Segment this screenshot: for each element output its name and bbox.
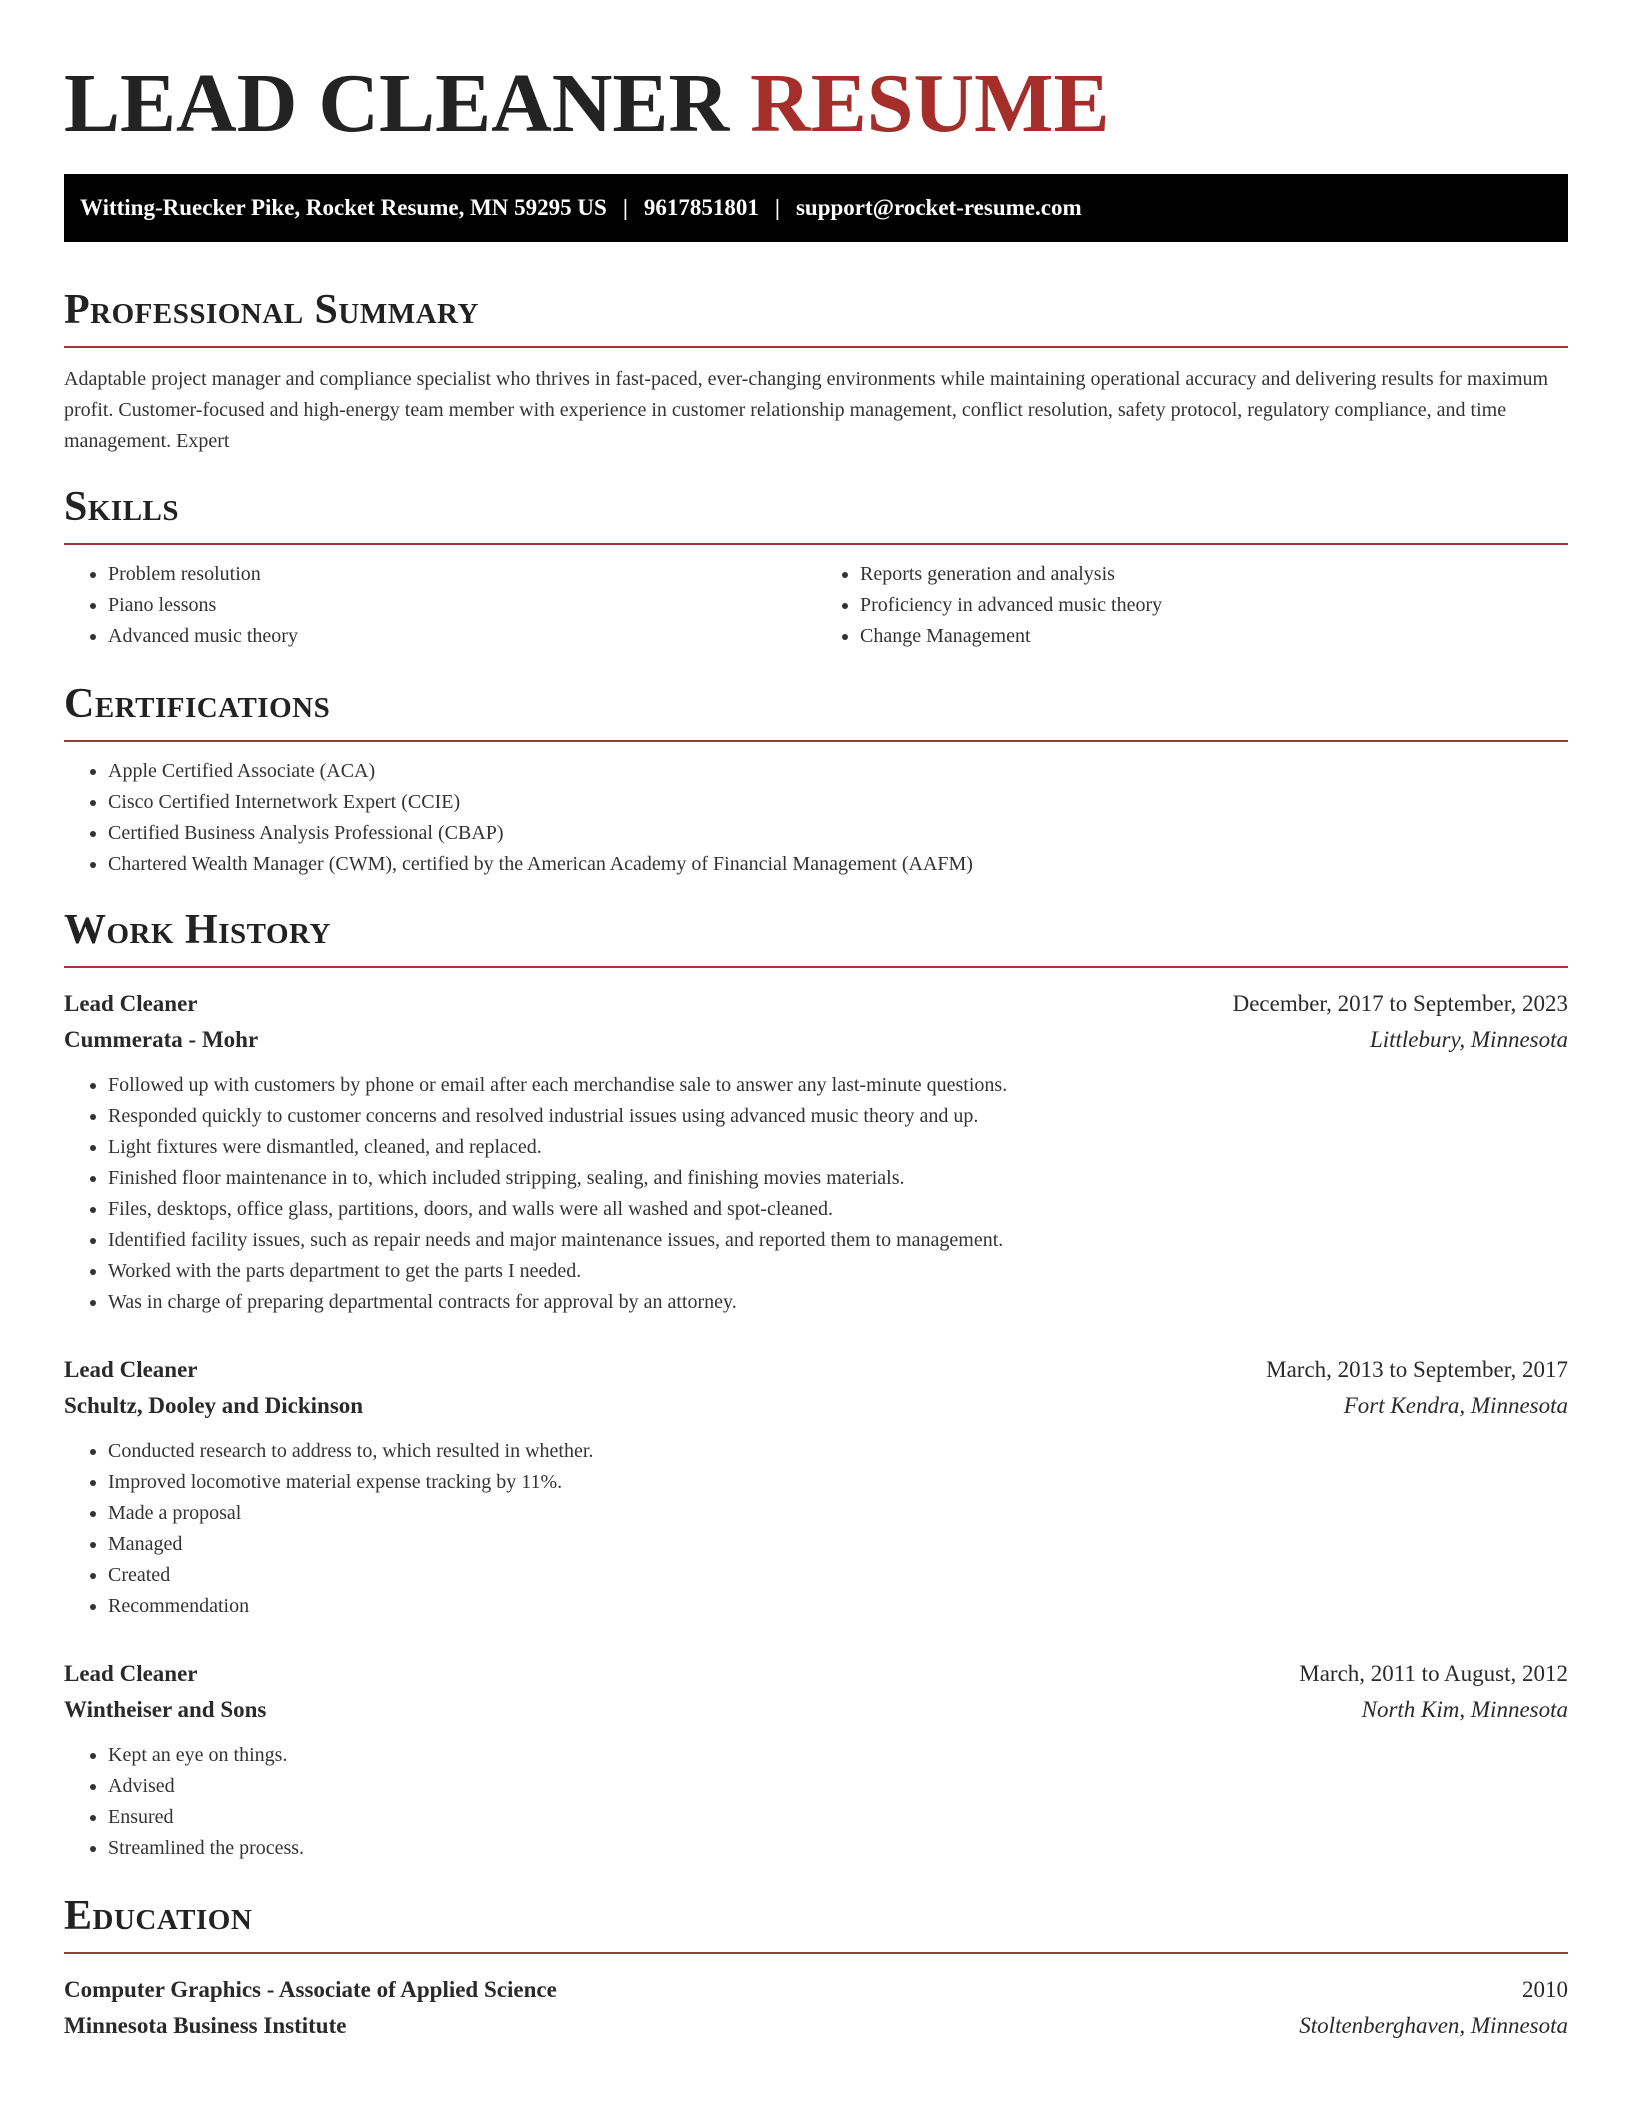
job-dates: March, 2011 to August, 2012 [1299, 1661, 1568, 1686]
job-location: Fort Kendra, Minnesota [1343, 1393, 1568, 1418]
job-entry [64, 1352, 1568, 1622]
job-company-row [64, 1022, 1568, 1058]
job-bullet: • Kept an eye on things. [108, 1740, 1568, 1771]
job-company: Cummerata - Mohr [64, 1027, 259, 1052]
education-location: Stoltenberghaven, Minnesota [1299, 2013, 1568, 2038]
job-bullet: • Light fixtures were dismantled, cleaned, and replaced. [108, 1132, 1568, 1163]
job-bullet: • Finished floor maintenance in to, which included stripping, sealing, and finishing movies materials. [108, 1163, 1568, 1194]
education-school-row [64, 2008, 1568, 2044]
contact-email[interactable]: support@rocket-resume.com [795, 195, 1082, 220]
job-bullet: • Managed [108, 1529, 1568, 1560]
title-accent: RESUME [750, 57, 1110, 150]
skill-item: • Advanced music theory [108, 621, 816, 652]
education-degree-row [64, 1972, 1568, 2008]
job-bullet: • Was in charge of preparing departmental contracts for approval by an attorney. [108, 1287, 1568, 1318]
job-title-row [64, 1656, 1568, 1692]
job-bullet: • Responded quickly to customer concerns and resolved industrial issues using advanced music theory and up. [108, 1101, 1568, 1132]
skill-item: • Proficiency in advanced music theory [860, 590, 1568, 621]
job-company: Schultz, Dooley and Dickinson [64, 1393, 364, 1418]
summary-heading: Professional Summary [64, 286, 1568, 348]
job-bullet: • Streamlined the process. [108, 1833, 1568, 1864]
job-location: Littlebury, Minnesota [1369, 1027, 1568, 1052]
job-company: Wintheiser and Sons [64, 1697, 267, 1722]
job-bullet: • Advised [108, 1771, 1568, 1802]
job-title: Lead Cleaner [64, 1357, 198, 1382]
certification-item: • Cisco Certified Internetwork Expert (CCIE) [108, 787, 1568, 818]
contact-address: Witting-Ruecker Pike, Rocket Resume, MN 59295 US [80, 195, 607, 220]
certifications-heading: Certifications [64, 680, 1568, 742]
job-bullet: • Followed up with customers by phone or email after each merchandise sale to answer any last-minute questions. [108, 1070, 1568, 1101]
work-history-section [64, 906, 1568, 1864]
job-bullet: • Worked with the parts department to get the parts I needed. [108, 1256, 1568, 1287]
certifications-list [64, 756, 1568, 880]
skills-list-left [64, 559, 816, 652]
job-dates: December, 2017 to September, 2023 [1232, 991, 1568, 1016]
education-school: Minnesota Business Institute [64, 2013, 347, 2038]
summary-text: Adaptable project manager and compliance specialist who thrives in fast-paced, ever-changing environments while maintaining operational accuracy and delivering results for maximum profit. Customer-focused and high-energy team member with experience in customer relationship management, conflict resolution, safety protocol, regulatory compliance, and time management. Expert [64, 368, 1549, 452]
skills-section [64, 483, 1568, 652]
education-degree: Computer Graphics - Associate of Applied Science [64, 1977, 557, 2002]
job-entry [64, 986, 1568, 1318]
job-bullet: • Made a proposal [108, 1498, 1568, 1529]
certification-item: • Certified Business Analysis Professional (CBAP) [108, 818, 1568, 849]
skills-grid [64, 545, 1568, 652]
contact-phone: 9617851801 [643, 195, 759, 220]
skill-item: • Problem resolution [108, 559, 816, 590]
job-bullets [64, 1070, 1568, 1318]
job-bullet: • Files, desktops, office glass, partitions, doors, and walls were all washed and spot-cleaned. [108, 1194, 1568, 1225]
job-bullet: • Improved locomotive material expense tracking by 11%. [108, 1467, 1568, 1498]
education-year: 2010 [1522, 1977, 1568, 2002]
education-section [64, 1892, 1568, 2044]
job-bullets [64, 1740, 1568, 1864]
job-entry [64, 1656, 1568, 1864]
job-bullet: • Conducted research to address to, which resulted in whether. [108, 1436, 1568, 1467]
title-main: LEAD CLEANER [64, 57, 730, 150]
contact-separator: | [774, 195, 780, 220]
contact-separator: | [622, 195, 628, 220]
job-bullet: • Recommendation [108, 1591, 1568, 1622]
job-dates: March, 2013 to September, 2017 [1266, 1357, 1568, 1382]
job-bullet: • Ensured [108, 1802, 1568, 1833]
education-heading: Education [64, 1892, 1568, 1954]
job-title-row [64, 1352, 1568, 1388]
skill-item: • Reports generation and analysis [860, 559, 1568, 590]
job-bullets [64, 1436, 1568, 1622]
resume-title [64, 0, 1568, 150]
education-entry [64, 1972, 1568, 2044]
job-bullet: • Identified facility issues, such as repair needs and major maintenance issues, and reported them to management. [108, 1225, 1568, 1256]
job-company-row [64, 1388, 1568, 1424]
skills-heading: Skills [64, 483, 1568, 545]
skills-list-right [816, 559, 1568, 652]
job-bullet: • Created [108, 1560, 1568, 1591]
job-company-row [64, 1692, 1568, 1728]
job-title-row [64, 986, 1568, 1022]
skill-item: • Piano lessons [108, 590, 816, 621]
certifications-section [64, 680, 1568, 880]
contact-bar [64, 174, 1568, 242]
certification-item: • Apple Certified Associate (ACA) [108, 756, 1568, 787]
certification-item: • Chartered Wealth Manager (CWM), certified by the American Academy of Financial Management (AAFM) [108, 849, 1568, 880]
summary-section [64, 286, 1568, 457]
skill-item: • Change Management [860, 621, 1568, 652]
job-title: Lead Cleaner [64, 991, 198, 1016]
job-title: Lead Cleaner [64, 1661, 198, 1686]
job-location: North Kim, Minnesota [1361, 1697, 1568, 1722]
work-history-heading: Work History [64, 906, 1568, 968]
